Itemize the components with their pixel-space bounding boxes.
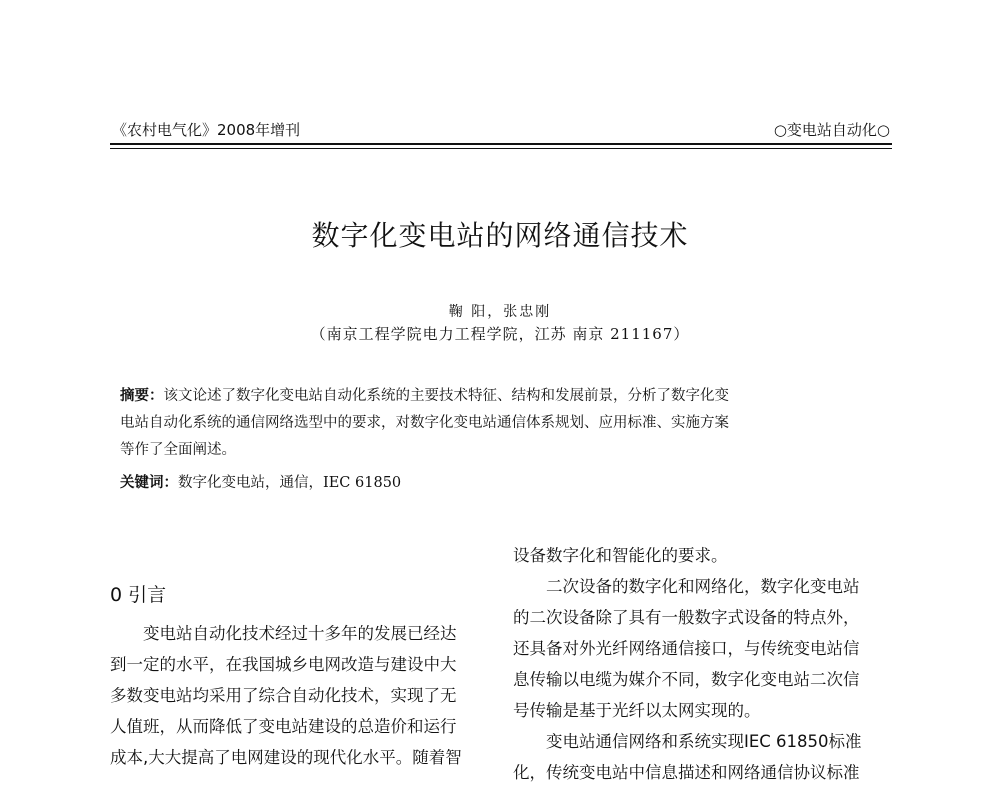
right-column-line: 化，传统变电站中信息描述和网络通信协议标准	[513, 763, 860, 782]
abstract-text-1: 该文论述了数字化变电站自动化系统的主要技术特征、结构和发展前景，分析了数字化变	[163, 388, 729, 404]
abstract-line-1	[120, 383, 890, 410]
abstract	[120, 383, 890, 464]
left-column	[110, 618, 462, 773]
right-column-line: 变电站通信网络和系统实现IEC 61850标准	[513, 732, 862, 751]
right-column	[513, 540, 862, 788]
left-column-line: 人值班，从而降低了变电站建设的总造价和运行	[110, 717, 457, 736]
left-column-line: 变电站自动化技术经过十多年的发展已经达	[110, 624, 457, 643]
abstract-line-3: 等作了全面阐述。	[120, 442, 236, 458]
keywords-text: 数字化变电站，通信，IEC 61850	[178, 475, 402, 491]
keywords-label: 关键词：	[120, 475, 178, 491]
journal-header: 《农村电气化》2008年增刊	[112, 121, 301, 139]
abstract-label: 摘要：	[120, 388, 164, 404]
header-rule-thin	[110, 148, 892, 149]
left-column-line: 成本,大大提高了电网建设的现代化水平。随着智	[110, 748, 462, 767]
paper-title: 数字化变电站的网络通信技术	[311, 219, 689, 252]
section-heading: 0 引言	[110, 584, 167, 606]
left-column-line: 多数变电站均采用了综合自动化技术，实现了无	[110, 686, 457, 705]
right-column-line: 息传输以电缆为媒介不同，数字化变电站二次信	[513, 670, 860, 689]
right-column-line: 二次设备的数字化和网络化，数字化变电站	[513, 577, 860, 596]
right-column-line: 设备数字化和智能化的要求。	[513, 546, 728, 565]
keywords	[120, 471, 401, 492]
category-header: ○变电站自动化○	[773, 121, 890, 139]
authors: 鞠 阳，张忠刚	[448, 304, 552, 320]
header-rule-thick	[110, 143, 892, 145]
left-column-line: 到一定的水平，在我国城乡电网改造与建设中大	[110, 655, 457, 674]
affiliation: （南京工程学院电力工程学院，江苏 南京 211167）	[310, 325, 690, 343]
right-column-line: 的二次设备除了具有一般数字式设备的特点外，	[513, 608, 860, 627]
right-column-line: 号传输是基于光纤以太网实现的。	[513, 701, 761, 720]
right-column-line: 还具备对外光纤网络通信接口，与传统变电站信	[513, 639, 860, 658]
abstract-line-2: 电站自动化系统的通信网络选型中的要求，对数字化变电站通信体系规划、应用标准、实施方案	[120, 415, 729, 431]
